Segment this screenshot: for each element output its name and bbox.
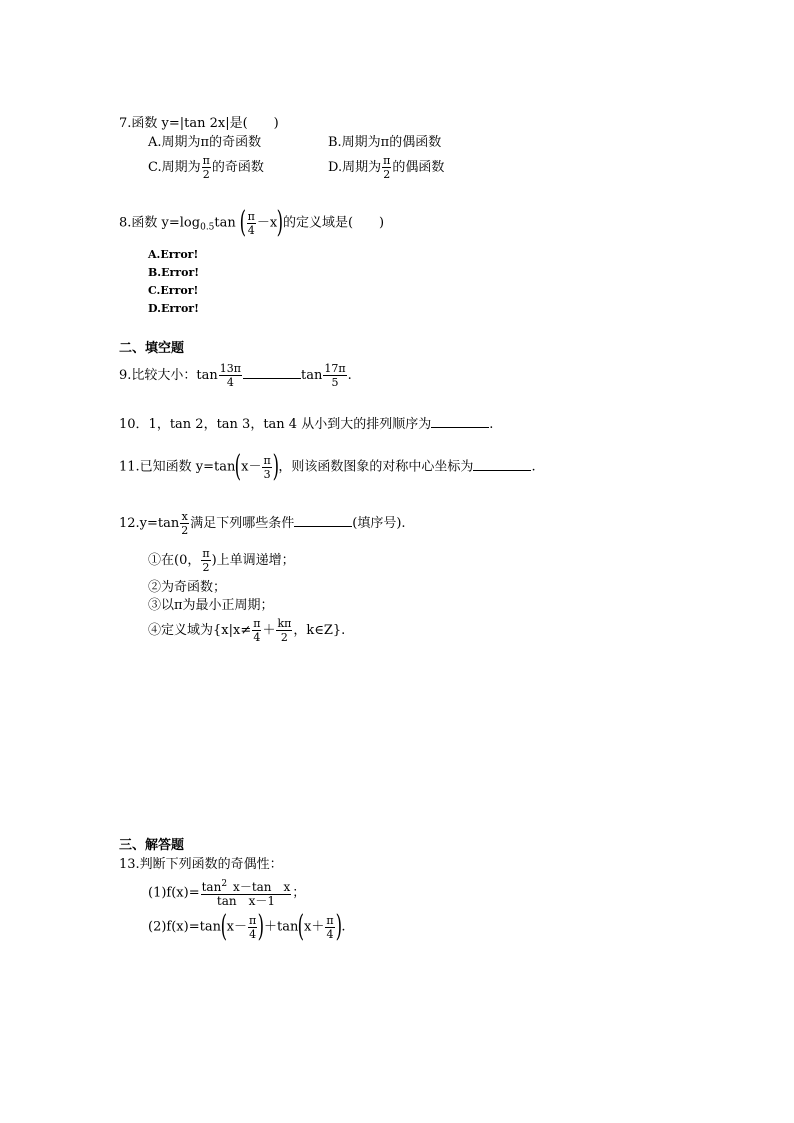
plus-tan: ＋tan [263, 919, 299, 935]
answer-blank [473, 459, 531, 471]
answer-blank [431, 416, 489, 428]
period: . [347, 368, 352, 383]
q11-stem [119, 449, 536, 484]
pi-over-2-fraction: $\frac{\pi}{2}$ [202, 547, 210, 574]
left-paren: ( [220, 909, 228, 944]
part-1-fraction: $\frac{\tan^2 x-\tan x}{\text{tan x－1}}$ [201, 879, 291, 908]
q7-option-c-suffix: 的奇函数 [211, 160, 264, 175]
right-paren: ) [335, 909, 342, 944]
q8-option-a: A.Error! [148, 248, 199, 261]
q7-stem: 7.函数 y=|tan 2x|是( ) [119, 116, 279, 131]
q8-option-c: C.Error! [148, 284, 199, 297]
q11-suffix: ，则该函数图象的对称中心坐标为 [278, 459, 474, 475]
q7-option-d-prefix: D.周期为 [328, 160, 382, 175]
condition-1-prefix: ①在(0， [148, 553, 201, 568]
q7-option-b: B.周期为π的偶函数 [328, 135, 442, 150]
pi-over-2-fraction: $\frac{\pi}{2}$ [383, 154, 391, 181]
tan-label: tan [301, 368, 323, 383]
pi-over-3-fraction: $\frac{\pi}{3}$ [263, 453, 271, 481]
q8-stem [119, 205, 385, 240]
q13-part-2 [148, 909, 346, 944]
period: . [531, 459, 536, 475]
pi-over-4-fraction: $\frac{\pi}{4}$ [253, 617, 261, 644]
left-paren: ( [235, 449, 242, 484]
17pi-over-5-fraction: $\frac{17\pi}{5}$ [324, 362, 346, 389]
q12-condition-3: ③以π为最小正周期； [148, 598, 274, 613]
q13-part-1 [148, 878, 305, 908]
section-heading-fill-in: 二、填空题 [119, 341, 185, 356]
left-paren: ( [239, 205, 247, 240]
q12-suffix: (填序号). [352, 516, 406, 531]
q7-option-c [148, 154, 264, 181]
q8-prefix: 8.函数 y=log [119, 215, 201, 231]
part-2-prefix: (2)f(x)=tan [148, 919, 221, 935]
plus-sign: ＋ [262, 623, 276, 638]
q8-option-d: D.Error! [148, 302, 199, 315]
q12-stem [119, 510, 406, 537]
q12-condition-2: ②为奇函数； [148, 580, 227, 595]
period: . [489, 417, 494, 432]
part-1-prefix: (1)f(x)= [148, 885, 200, 901]
pi-over-4-fraction: $\frac{\pi}{4}$ [326, 913, 334, 941]
q7-option-a: A.周期为π的奇函数 [148, 135, 262, 150]
log-base: 0.5 [200, 222, 215, 233]
semicolon: ； [292, 885, 306, 901]
right-paren: ) [276, 205, 284, 240]
right-paren: ) [257, 909, 265, 944]
x-over-2-fraction: $\frac{x}{2}$ [181, 510, 189, 537]
answer-blank [243, 367, 301, 379]
minus-x: －x [256, 215, 278, 231]
q12-condition-4 [148, 617, 345, 644]
condition-4-suffix: ，k∈Z}. [293, 623, 346, 638]
tan-label: tan [214, 215, 236, 231]
q12-mid: 满足下列哪些条件 [190, 516, 295, 531]
q12-condition-1 [148, 547, 295, 574]
q12-prefix: 12.y=tan [119, 516, 180, 531]
q9-stem [119, 362, 352, 389]
13pi-over-4-fraction: $\frac{13\pi}{4}$ [219, 362, 241, 389]
q7-option-d-suffix: 的偶函数 [392, 160, 445, 175]
q10-stem [119, 416, 493, 433]
pi-over-4-fraction: $\frac{\pi}{4}$ [249, 913, 257, 941]
q8-suffix: 的定义域是( ) [282, 215, 385, 231]
x-plus: x＋ [304, 919, 325, 935]
kpi-over-2-fraction: $\frac{k\pi}{2}$ [277, 617, 292, 644]
pi-over-2-fraction: $\frac{\pi}{2}$ [202, 154, 210, 181]
left-paren: ( [297, 909, 305, 944]
q11-prefix: 11.已知函数 y=tan [119, 459, 236, 475]
x-minus: x－ [241, 459, 262, 475]
x-minus: x－ [226, 919, 248, 935]
answer-blank [294, 515, 352, 527]
period: . [341, 919, 346, 935]
q7-option-c-prefix: C.周期为 [148, 160, 201, 175]
condition-4-prefix: ④定义域为{x|x≠ [148, 623, 252, 638]
right-paren: ) [272, 449, 279, 484]
q8-option-b: B.Error! [148, 266, 200, 279]
q10-text: 10．1，tan 2，tan 3，tan 4 从小到大的排列顺序为 [119, 417, 432, 432]
pi-over-4-fraction: $\frac{\pi}{4}$ [247, 209, 255, 237]
q9-prefix: 9.比较大小：tan [119, 368, 218, 383]
condition-1-suffix: )上单调递增； [211, 553, 295, 568]
section-heading-solutions: 三、解答题 [119, 838, 185, 853]
q7-option-d [328, 154, 444, 181]
q13-stem: 13.判断下列函数的奇偶性： [119, 857, 283, 872]
